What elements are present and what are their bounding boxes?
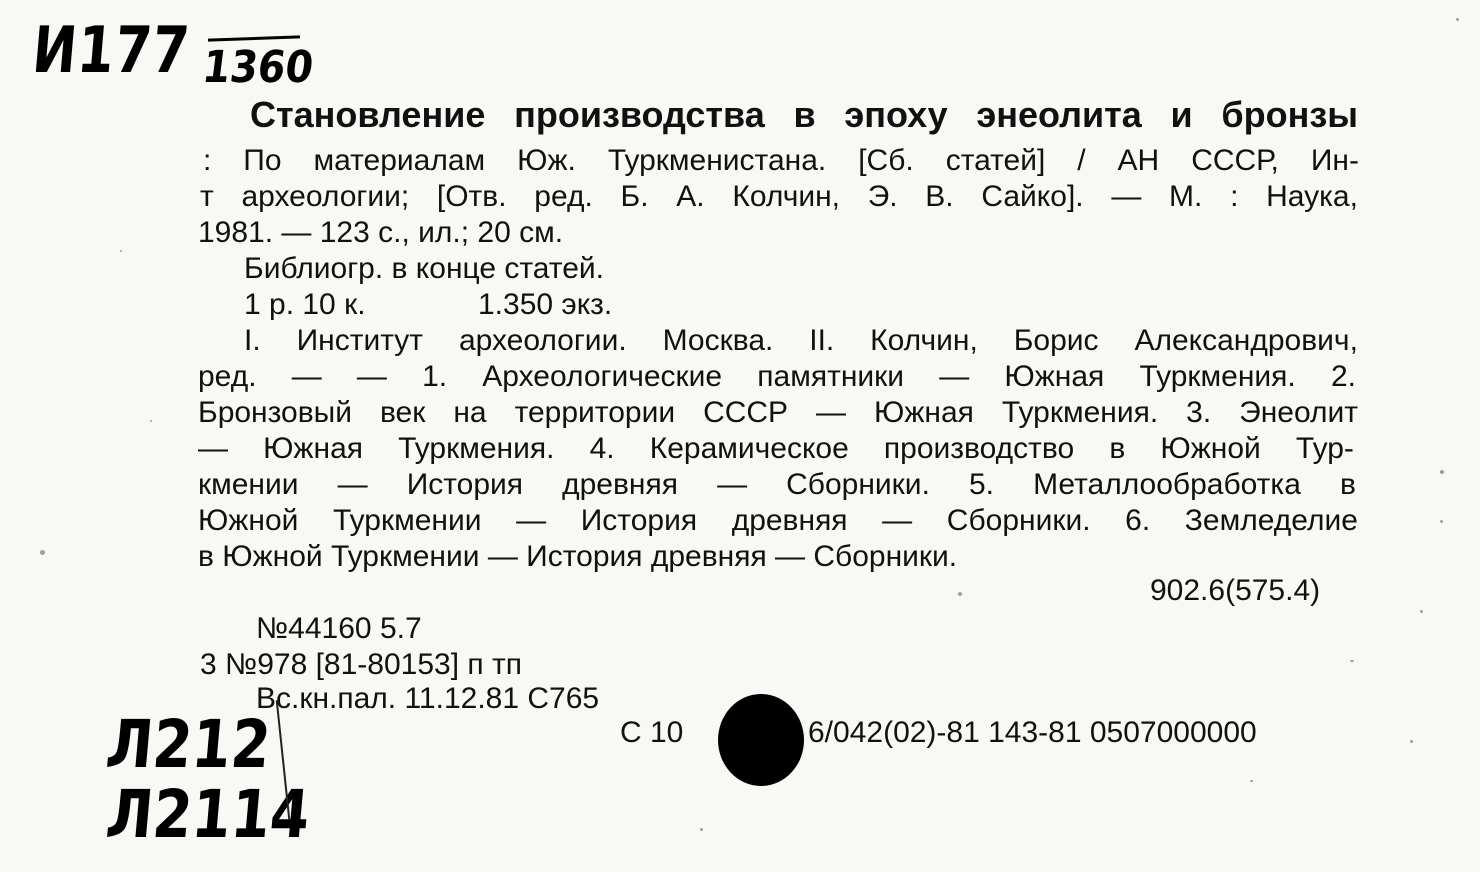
- subject-line: I. Институт археологии. Москва. II. Колчин, Борис Александрович,: [244, 324, 1358, 357]
- code-right: 6/042(02)-81 143-81 0507000000: [808, 716, 1257, 749]
- price: 1 р. 10 к.: [244, 288, 366, 321]
- scan-speck: [40, 550, 45, 555]
- registration-number: №44160 5.7: [256, 612, 422, 645]
- code-left: С 10: [620, 716, 684, 749]
- scan-speck: [1410, 740, 1413, 743]
- scan-speck: [1440, 520, 1443, 523]
- description-line: 1981. — 123 с., ил.; 20 см.: [198, 216, 564, 249]
- chamber-line: Вс.кн.пал. 11.12.81 С765: [256, 682, 600, 715]
- subject-line: — Южная Туркмения. 4. Керамическое производство в Южной Тур-: [198, 432, 1354, 465]
- scan-speck: [958, 592, 962, 596]
- handwritten-number: 1360: [199, 42, 317, 93]
- scan-speck: [1250, 780, 1253, 782]
- classification-code: 902.6(575.4): [1150, 574, 1321, 607]
- bibliography-note: Библиогр. в конце статей.: [244, 252, 604, 285]
- scan-speck: [1420, 610, 1423, 613]
- subject-line: в Южной Туркмении — История древняя — Сборники.: [198, 540, 958, 573]
- book-title: Становление производства в эпоху энеолита и бронзы: [250, 94, 1358, 135]
- scan-speck: [700, 828, 703, 831]
- scan-speck: [1456, 18, 1459, 21]
- scan-speck: [150, 420, 152, 422]
- order-line: 3 №978 [81-80153] п тп: [200, 648, 522, 681]
- handwritten-overline: [208, 35, 300, 41]
- handwritten-shelfmark: И177: [29, 14, 193, 88]
- subject-line: Бронзовый век на территории СССР — Южная Туркмения. 3. Энеолит: [198, 396, 1358, 429]
- handwritten-code-2: Л2114: [103, 776, 313, 853]
- scan-speck: [1350, 660, 1354, 662]
- description-line: т археологии; [Отв. ред. Б. А. Колчин, Э. В. Сайко]. — М. : Наука,: [200, 180, 1358, 213]
- scan-speck: [120, 250, 122, 252]
- subject-line: Южной Туркмении — История древняя — Сборники. 6. Земледелие: [198, 504, 1358, 537]
- handwritten-code-1: Л212: [103, 706, 274, 783]
- description-line: : По материалам Юж. Туркменистана. [Сб. статей] / АН СССР, Ин-: [203, 144, 1359, 177]
- punched-hole: [718, 694, 804, 786]
- scan-speck: [1440, 470, 1444, 474]
- print-run: 1.350 экз.: [478, 288, 613, 321]
- subject-line: кмении — История древняя — Сборники. 5. Металлообработка в: [198, 468, 1356, 501]
- subject-line: ред. — — 1. Археологические памятники — Южная Туркмения. 2.: [198, 360, 1356, 393]
